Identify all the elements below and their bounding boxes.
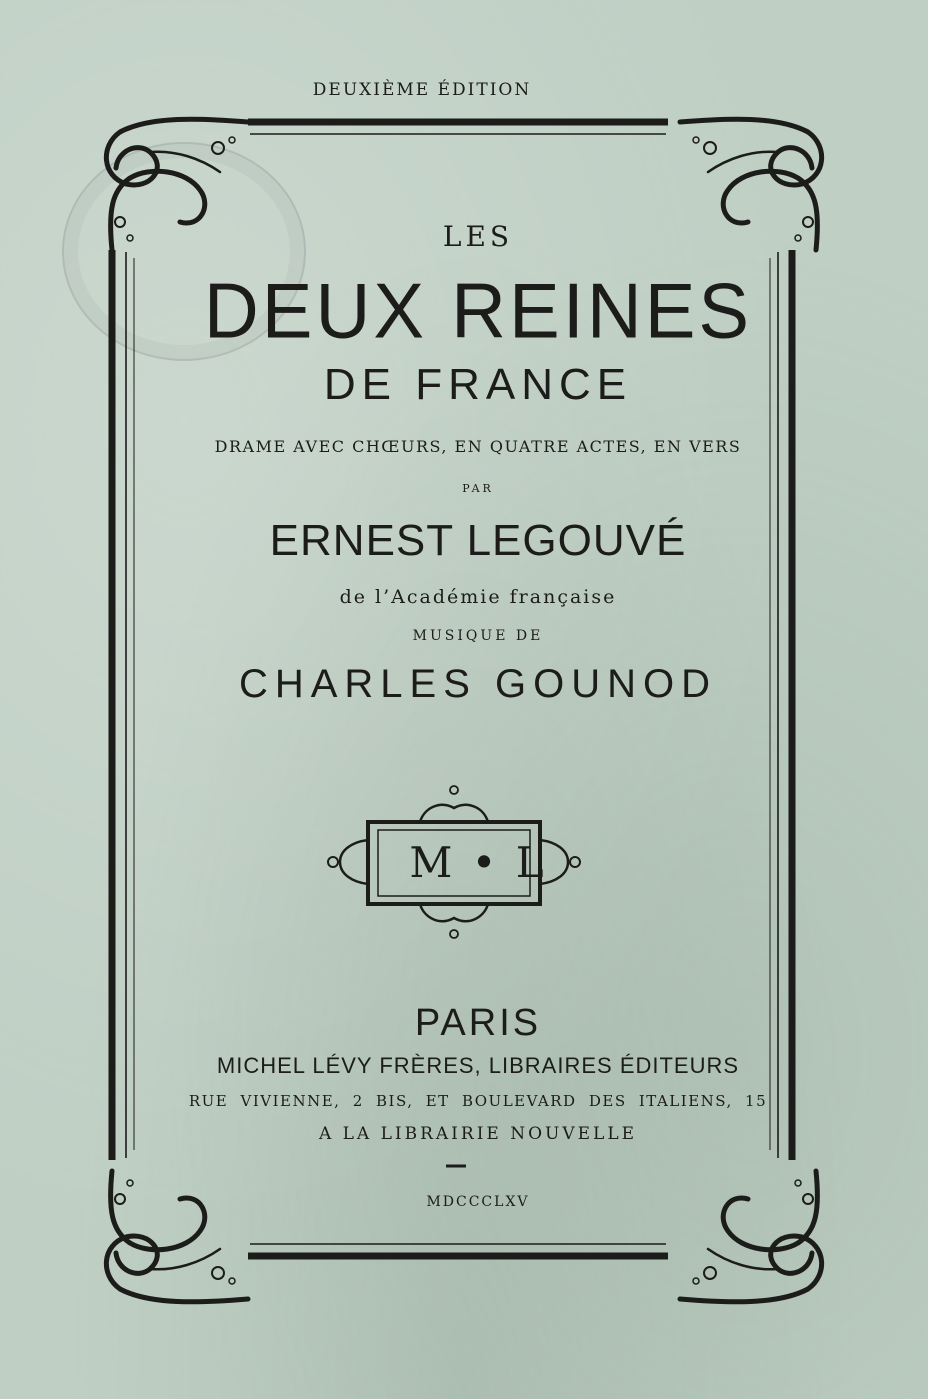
title-subtitle: DE FRANCE bbox=[323, 360, 633, 409]
author-name: ERNEST LEGOUVÉ bbox=[269, 516, 687, 565]
publisher-mark: M • L bbox=[409, 838, 547, 887]
composer-name: CHARLES GOUNOD bbox=[238, 662, 718, 706]
musique-label: MUSIQUE DE bbox=[412, 628, 544, 644]
imprint-year: MDCCCLXV bbox=[426, 1194, 530, 1210]
imprint-publisher: MICHEL LÉVY FRÈRES, LIBRAIRES ÉDITEURS bbox=[216, 1053, 740, 1078]
edition-label: DEUXIÈME ÉDITION bbox=[312, 80, 532, 100]
genre-line: DRAME AVEC CHŒURS, EN QUATRE ACTES, EN VERS bbox=[214, 437, 742, 456]
par-label: PAR bbox=[462, 482, 494, 495]
imprint-address: RUE VIVIENNE, 2 BIS, ET BOULEVARD DES ITALIENS, 15 bbox=[188, 1092, 768, 1110]
page-title: DEUX REINES bbox=[203, 268, 753, 355]
title-article: LES bbox=[442, 220, 514, 253]
imprint-librairie: A LA LIBRAIRIE NOUVELLE bbox=[318, 1124, 638, 1144]
author-affiliation: de l’Académie française bbox=[339, 586, 617, 608]
imprint-city: PARIS bbox=[414, 1002, 542, 1044]
